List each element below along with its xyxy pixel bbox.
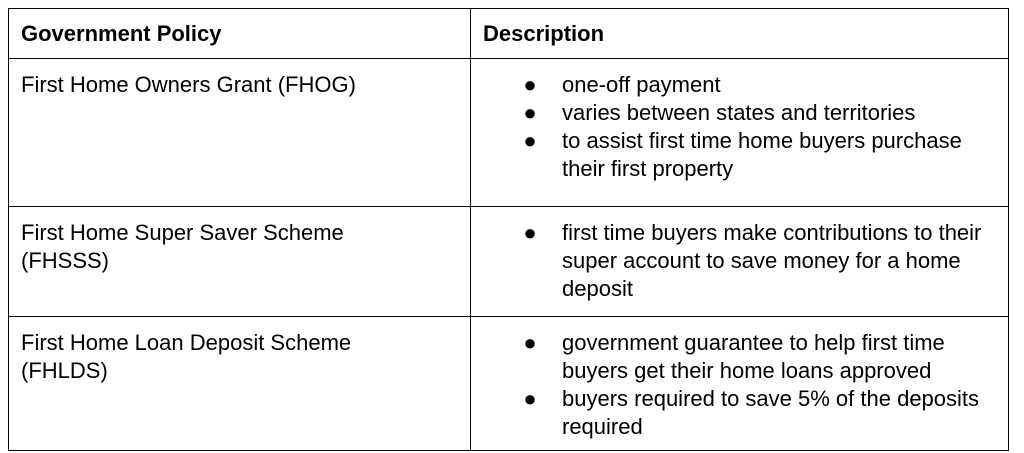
bullet-text: varies between states and territories	[562, 100, 916, 125]
list-item	[483, 329, 996, 385]
bullet-text: one-off payment	[562, 72, 721, 97]
table-row	[9, 207, 1009, 317]
bullet-icon: ●	[523, 386, 537, 411]
bullet-icon: ●	[523, 330, 537, 355]
policy-name: First Home Owners Grant (FHOG)	[21, 72, 356, 97]
bullet-text: buyers required to save 5% of the deposits required	[562, 386, 980, 439]
header-government-policy: Government Policy	[9, 9, 471, 59]
list-item	[483, 385, 996, 441]
bullet-text: first time buyers make contributions to their super account to save money for a home deposit	[562, 220, 982, 301]
description-cell	[471, 59, 1009, 207]
table-row	[9, 59, 1009, 207]
list-item	[483, 99, 996, 127]
bullet-icon: ●	[523, 72, 537, 97]
table-row	[9, 317, 1009, 451]
list-item	[483, 127, 996, 183]
description-list	[483, 71, 996, 183]
bullet-icon: ●	[523, 220, 537, 245]
list-item	[483, 71, 996, 99]
list-item	[483, 219, 996, 303]
policy-name: First Home Loan Deposit Scheme (FHLDS)	[21, 330, 352, 383]
policy-table	[8, 8, 1009, 451]
policy-cell	[9, 59, 471, 207]
description-list	[483, 219, 996, 303]
description-list	[483, 329, 996, 441]
header-description: Description	[471, 9, 1009, 59]
policy-cell	[9, 317, 471, 451]
bullet-icon: ●	[523, 100, 537, 125]
description-cell	[471, 207, 1009, 317]
policy-name: First Home Super Saver Scheme (FHSSS)	[21, 220, 344, 273]
bullet-text: to assist first time home buyers purchase their first property	[562, 128, 962, 181]
table-header-row	[9, 9, 1009, 59]
policy-cell	[9, 207, 471, 317]
bullet-text: government guarantee to help first time buyers get their home loans approved	[562, 330, 945, 383]
bullet-icon: ●	[523, 128, 537, 153]
description-cell	[471, 317, 1009, 451]
